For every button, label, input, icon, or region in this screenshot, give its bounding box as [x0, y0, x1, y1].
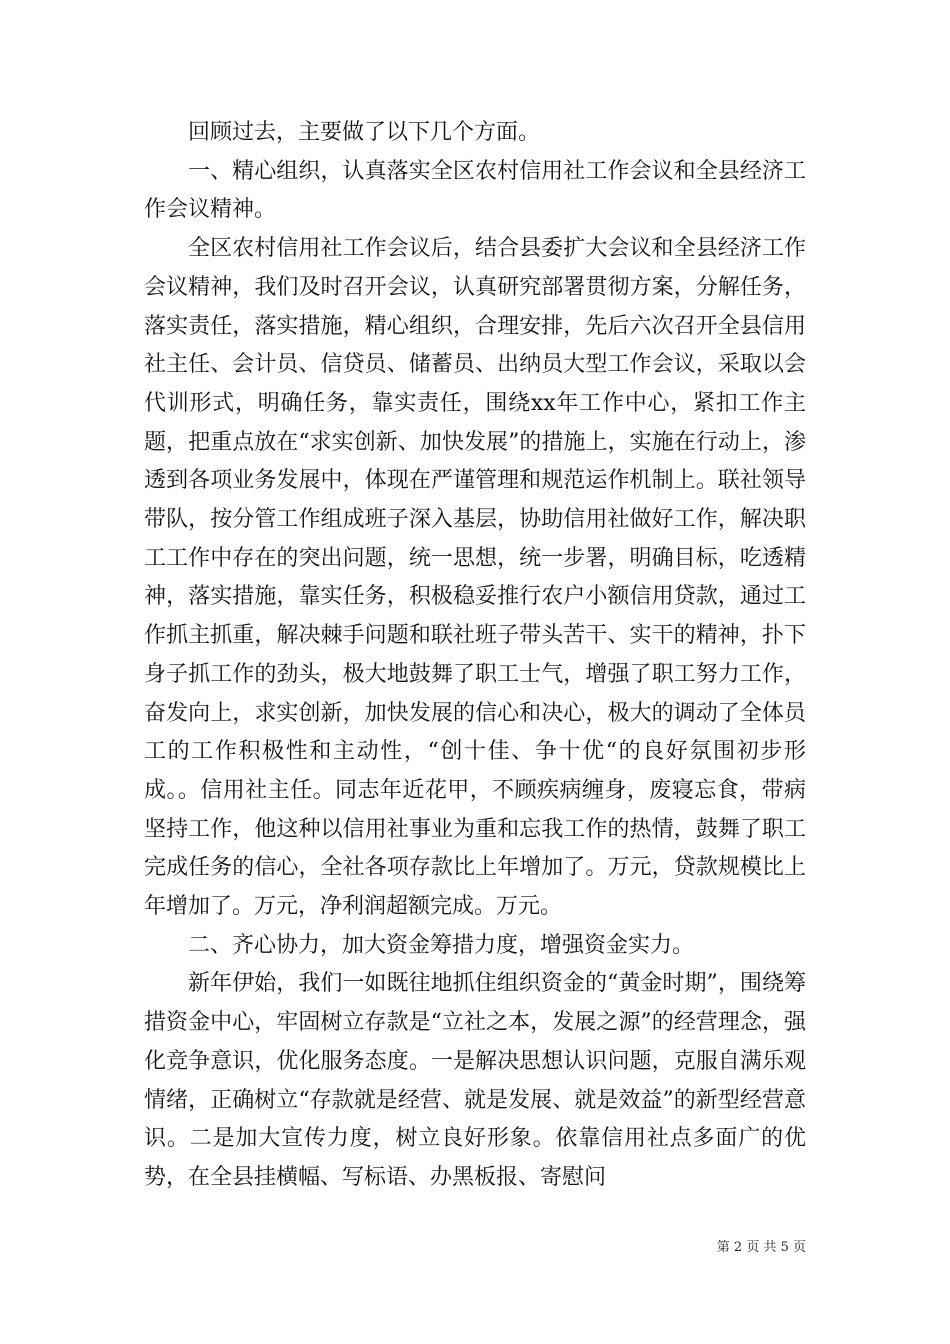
page-number: 第 2 页 共 5 页: [716, 1240, 806, 1255]
paragraph-section-2: 新年伊始，我们一如既往地抓住组织资金的“黄金时期”，围绕筹措资金中心，牢固树立存款是“立社之本，发展之源”的经营理念，强化竞争意识，优化服务态度。一是解决思想认识问题，克服自满乐观情绪，正确树立“存款就是经营、就是发展、就是效益”的新型经营意识。二是加大宣传力度，树立良好形象。依靠信用社点多面广的优势，在全县挂横幅、写标语、办黑板报、寄慰问: [144, 971, 806, 1190]
paragraph-intro: 回顾过去，主要做了以下几个方面。: [188, 120, 541, 145]
section-heading-2: 二、齐心协力，加大资金筹措力度，增强资金实力。: [188, 932, 695, 958]
paragraph-section-1: 全区农村信用社工作会议后，结合县委扩大会议和全县经济工作会议精神，我们及时召开会议，认真研究部署贯彻方案，分解任务，落实责任，落实措施，精心组织，合理安排，先后六次召开全县信用社主任、会计员、信贷员、储蓄员、出纳员大型工作会议，采取以会代训形式，明确任务，靠实责任，围绕xx年工作中心，紧扣工作主题，把重点放在“求实创新、加快发展”的措施上，实施在行动上，渗透到各项业务发展中，体现在严谨管理和规范运作机制上。联社领导带队，按分管工作组成班子深入基层，协助信用社做好工作，解决职工工作中存在的突出问题，统一思想，统一步署，明确目标，吃透精神，落实措施，靠实任务，积极稳妥推行农户小额信用贷款，通过工作抓主抓重，解决棘手问题和联社班子带头苦干、实干的精神，扑下身子抓工作的劲头，极大地鼓舞了职工士气，增强了职工努力工作，奋发向上，求实创新，加快发展的信心和决心，极大的调动了全体员工的工作积极性和主动性，“创十佳、争十优“的良好氛围初步形成。。信用社主任。同志年近花甲，不顾疾病缠身，废寝忘食，带病坚持工作，他这种以信用社事业为重和忘我工作的热情，鼓舞了职工完成任务的信心，全社各项存款比上年增加了。万元，贷款规模比上年增加了。万元，净利润超额完成。万元。: [144, 236, 806, 920]
section-heading-1: 一、精心组织，认真落实全区农村信用社工作会议和全县经济工作会议精神。: [144, 158, 806, 223]
document-body: [144, 114, 806, 1198]
